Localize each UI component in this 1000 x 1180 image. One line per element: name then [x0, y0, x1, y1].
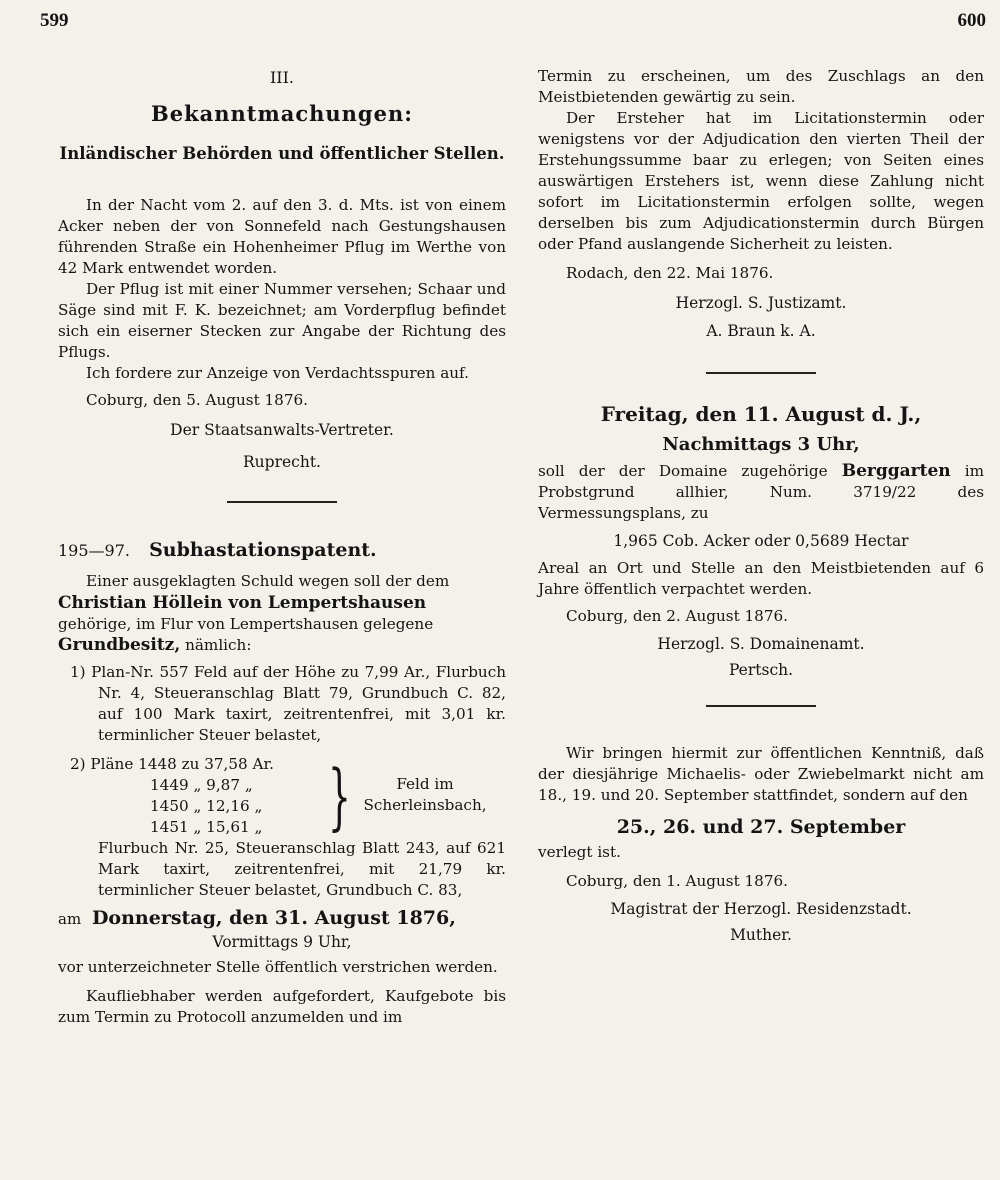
lease-body-2: Areal an Ort und Stelle an den Meistbietenden auf 6 Jahre öffentlich verpachtet werden. — [538, 559, 984, 598]
market-new-dates: 25., 26. und 27. September — [616, 816, 906, 838]
continuation-text-1: Termin zu erscheinen, um des Zuschlags an den Meistbietenden gewärtig zu sein. — [538, 67, 984, 106]
theft-notice-place-date: Coburg, den 5. August 1876. — [86, 391, 308, 409]
plot-row: 1451 „ 15,61 „ — [150, 818, 263, 836]
market-authority: Magistrat der Herzogl. Residenzstadt. — [610, 900, 912, 918]
intro-continued: gehörige, im Flur von Lempertshausen gelegene — [58, 615, 434, 633]
auction-venue: vor unterzeichneter Stelle öffentlich verstrichen werden. — [58, 958, 498, 976]
market-notice — [538, 743, 984, 944]
divider — [706, 705, 816, 707]
subhastation-notice — [58, 539, 506, 1028]
theft-notice-body-2: Der Pflug ist mit einer Nummer versehen; Schaar und Säge sind mit F. K. bezeichnet; am Vorderpflug befindet sich ein eiserner Stecken zur Angabe der Richtung des Pflugs. — [58, 280, 506, 361]
brace-symbol: } — [328, 754, 351, 838]
divider — [227, 501, 337, 503]
section-title: Bekanntmachungen: — [151, 101, 413, 126]
lease-signature: Pertsch. — [728, 661, 794, 679]
buyers-text: Kaufliebhaber werden aufgefordert, Kaufgebote bis zum Termin zu Protocoll anzumelden und im — [58, 987, 506, 1026]
lease-notice — [538, 402, 984, 679]
theft-notice-authority: Der Staatsanwalts-Vertreter. — [170, 421, 394, 439]
theft-notice-body-1: In der Nacht vom 2. auf den 3. d. Mts. ist von einem Acker neben der von Sonnefeld nach Gestungshausen führenden Straße ein Hohenheimer Pflug im Werthe von 42 Mark entwendet worden. — [58, 196, 506, 277]
lease-body-post: im Probstgrund allhier, Num. 3719/22 des Vermessungsplans, zu — [538, 462, 984, 522]
lease-place-date: Coburg, den 2. August 1876. — [566, 607, 788, 625]
right-column — [538, 58, 984, 944]
plot-row: 1450 „ 12,16 „ — [150, 797, 263, 815]
plot-list — [70, 754, 506, 838]
theft-notice-body-3: Ich fordere zur Anzeige von Verdachtsspuren auf. — [86, 364, 469, 382]
auction-date: Donnerstag, den 31. August 1876, — [91, 907, 456, 929]
plot-row: 2) Pläne 1448 zu 37,58 Ar. — [70, 755, 274, 773]
lease-body-pre: soll der der Domaine zugehörige — [538, 462, 828, 480]
notice-number: 195—97. — [58, 541, 130, 560]
market-moved: verlegt ist. — [538, 843, 621, 861]
date-prefix: am — [58, 910, 82, 928]
namely-text: nämlich: — [185, 636, 252, 654]
divider — [706, 372, 816, 374]
market-body: Wir bringen hiermit zur öffentlichen Kenntniß, daß der diesjährige Michaelis- oder Zwiebelmarkt nicht am 18., 19. und 20. September stattfindet, sondern auf den — [538, 744, 984, 804]
plot-item-1: 1) Plan-Nr. 557 Feld auf der Höhe zu 7,99 Ar., Flurbuch Nr. 4, Steueranschlag Blatt 79, Grundbuch C. 82, auf 100 Mark taxirt, zeitrentenfrei, mit 3,01 kr. terminlicher Steuer belastet, — [70, 663, 506, 744]
continuation-authority: Herzogl. S. Justizamt. — [675, 294, 847, 312]
theft-notice-signature: Ruprecht. — [243, 453, 321, 471]
continuation-place-date: Rodach, den 22. Mai 1876. — [566, 264, 774, 282]
lease-area: 1,965 Cob. Acker oder 0,5689 Hectar — [613, 532, 909, 550]
market-signature: Muther. — [730, 926, 792, 944]
plot-item-2-details: Flurbuch Nr. 25, Steueranschlag Blatt 243, auf 621 Mark taxirt, zeitrentenfrei, mit 21,79 kr. terminlicher Steuer belastet, Grundbuch C. 83, — [98, 839, 506, 899]
auction-time: Vormittags 9 Uhr, — [212, 933, 352, 951]
lease-date: Freitag, den 11. August d. J., — [600, 402, 922, 426]
page-number-right: 600 — [957, 10, 986, 31]
section-numeral: III. — [269, 68, 295, 87]
section-subtitle: Inländischer Behörden und öffentlicher Stellen. — [59, 144, 505, 163]
lease-property: Berggarten — [841, 461, 951, 481]
plot-location: Feld im Scherleinsbach, — [363, 775, 487, 814]
intro-text: Einer ausgeklagten Schuld wegen soll der dem — [86, 572, 450, 590]
plot-row: 1449 „ 9,87 „ — [150, 776, 253, 794]
continuation-text-2: Der Ersteher hat im Licitationstermin oder wenigstens vor der Adjudication den vierten Theil der Erstehungssumme baar zu erlegen; von Seiten eines auswärtigen Erstehers ist, wenn diese Zahlung nicht sofort im Licitationstermin erfolgen sollte, wegen derselben bis zum Adjudicationstermin durch Bürgen oder Pfand auslangende Sicherheit zu leisten. — [538, 109, 984, 253]
lease-authority: Herzogl. S. Domainenamt. — [657, 635, 865, 653]
notice-title: Subhastationspatent. — [149, 539, 377, 561]
market-place-date: Coburg, den 1. August 1876. — [566, 872, 788, 890]
lease-time: Nachmittags 3 Uhr, — [662, 434, 860, 455]
page-number-left: 599 — [40, 10, 69, 31]
debtor-name: Christian Höllein von Lempertshausen — [58, 593, 427, 613]
property-label: Grundbesitz, — [58, 635, 181, 655]
theft-notice — [58, 195, 506, 471]
left-column — [58, 58, 506, 1028]
continuation-signature: A. Braun k. A. — [706, 322, 816, 340]
